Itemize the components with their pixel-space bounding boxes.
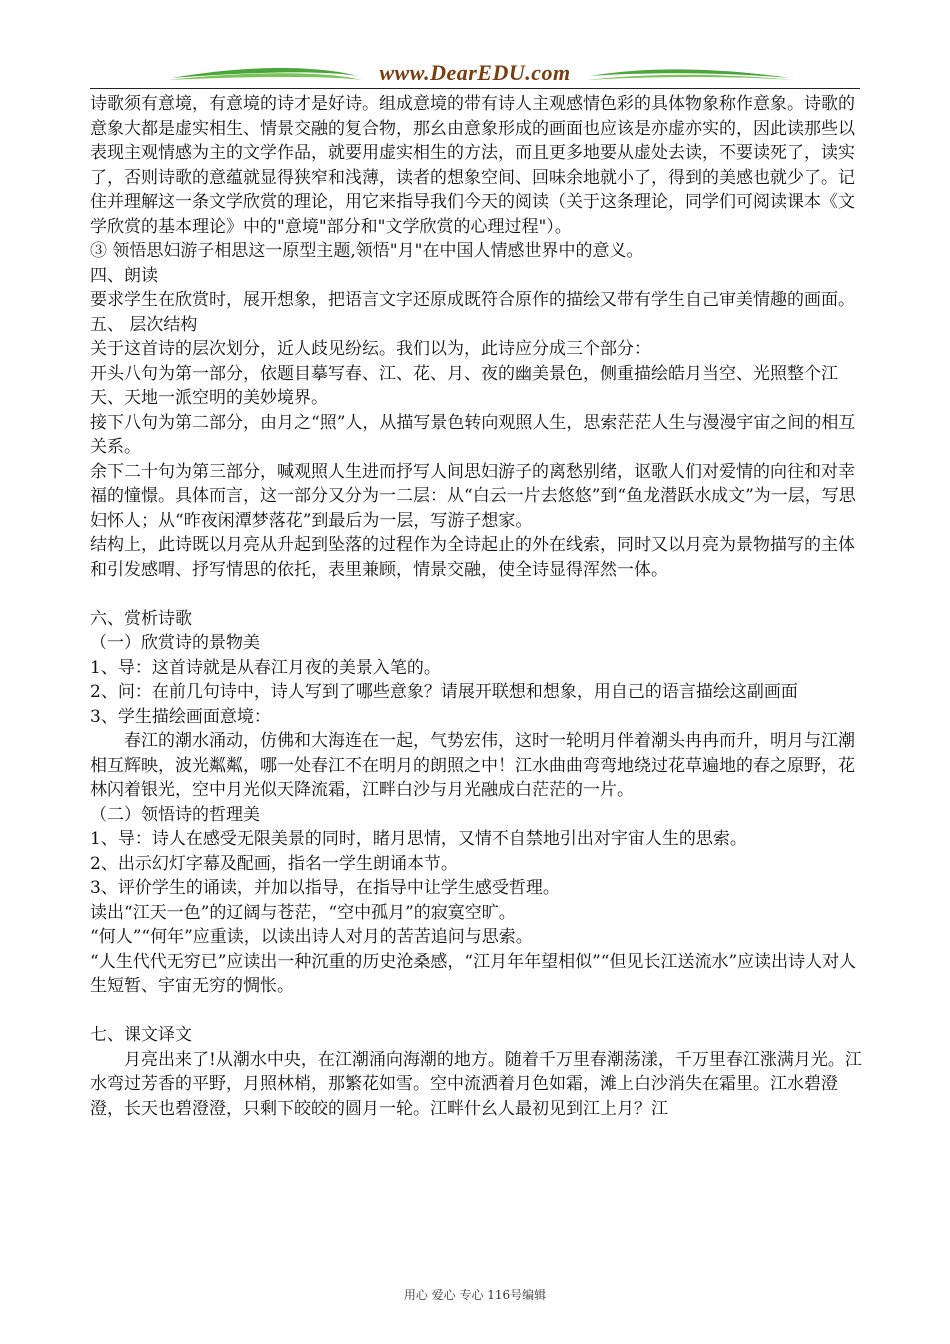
document-body bbox=[90, 92, 865, 1121]
paragraph-scene-description: 春江的潮水涌动，仿佛和大海连在一起，气势宏伟，这时一轮明月伴着潮头冉冉而升，明月与江潮相互辉映，波光粼粼，哪一处春江不在明月的朗照之中！江水曲曲弯弯地绕过花草遍地的春之原野，花林闪着银光，空中月光似天降流霜，江畔白沙与月光融成白茫茫的一片。 bbox=[90, 731, 855, 800]
spacer bbox=[90, 582, 865, 607]
paragraph-part-1: 开头八句为第一部分，依题目摹写春、江、花、月、夜的幽美景色，侧重描绘皓月当空、光照整个江天、天地一派空明的美妙境界。 bbox=[90, 363, 838, 408]
paragraph-part-3: 余下二十句为第三部分，喊观照人生进而抒写人间思妇游子的离愁别绪，讴歌人们对爱情的向往和对幸福的憧憬。具体而言，这一部分又分为一二层：从“白云一片去悠悠”到“鱼龙潜跃水成文”为一层，写思妇怀人；从“昨夜闲潭梦落花”到最后为一层，写游子想家。 bbox=[90, 461, 856, 531]
paragraph-structure-intro: 关于这首诗的层次划分，近人歧见纷纭。我们以为，此诗应分成三个部分： bbox=[90, 339, 651, 359]
list-item: 1、导：诗人在感受无限美景的同时，睹月思情，又情不自禁地引出对宇宙人生的思索。 bbox=[90, 829, 747, 849]
paragraph-langdu: 要求学生在欣赏时，展开想象，把语言文字还原成既符合原作的描绘又带有学生自己审美情趣的画面。 bbox=[90, 290, 855, 310]
site-logo[interactable]: www.DearEDU.com bbox=[379, 60, 571, 85]
subheading-scenery: （一）欣赏诗的景物美 bbox=[90, 633, 260, 653]
paragraph-reading-tip: 读出“江天一色”的辽阔与苍茫，“空中孤月”的寂寞空旷。 bbox=[90, 902, 516, 923]
list-item: 3、学生描绘画面意境： bbox=[90, 706, 271, 727]
heading-structure: 五、 层次结构 bbox=[90, 314, 198, 335]
paragraph-yijing: 诗歌须有意境，有意境的诗才是好诗。组成意境的带有诗人主观感情色彩的具体物象称作意象。诗歌的意象大都是虚实相生、情景交融的复合物，那幺由意象形成的画面也应该是亦虚亦实的，因此读那些以表现主观情感为主的文学作品，就要用虚实相生的方法，而且更多地要从虚处去读，不要读死了，读实了，否则诗歌的意蕴就显得狭窄和浅薄，读者的想象空间、回味余地就小了，得到的美感也就少了。记住并理解这一条文学欣赏的理论，用它来指导我们今天的阅读（关于这条理论，同学们可阅读课本《文学欣赏的基本理论》中的"意境"部分和"文学欣赏的心理过程"）。 bbox=[90, 94, 855, 237]
header-divider bbox=[90, 88, 860, 89]
heading-translation: 七、课文译文 bbox=[90, 1025, 192, 1045]
paragraph-reading-tip: “人生代代无穷已”应读出一种沉重的历史沧桑感，“江月年年望相似”“但见长江送流水”应读出诗人对人生短暂、宇宙无穷的惆怅。 bbox=[90, 951, 857, 996]
page-footer: 用心 爱心 专心 116号编辑 bbox=[403, 1288, 547, 1302]
heading-appreciation: 六、赏析诗歌 bbox=[90, 608, 192, 629]
paragraph-part-2: 接下八句为第二部分，由月之“照”人，从描写景色转向观照人生，思索茫茫人生与漫漫宇宙之间的相互关系。 bbox=[90, 412, 856, 457]
list-item: 1、导：这首诗就是从春江月夜的美景入笔的。 bbox=[90, 657, 441, 678]
heading-langdu: 四、朗读 bbox=[90, 265, 158, 286]
subheading-philosophy: （二）领悟诗的哲理美 bbox=[90, 804, 260, 825]
paragraph-structure-summary: 结构上，此诗既以月亮从升起到坠落的过程作为全诗起止的外在线索，同时又以月亮为景物描写的主体和引发感喟、抒写情思的依托，表里兼顾，情景交融，使全诗显得浑然一体。 bbox=[90, 535, 855, 580]
paragraph-translation: 月亮出来了!从潮水中央，在江潮涌向海潮的地方。随着千万里春潮荡漾，千万里春江涨满月光。江水弯过芳香的平野，月照林梢，那繁花如雪。空中流洒着月色如霜，滩上白沙消失在霜里。江水碧澄澄，长天也碧澄澄，只剩下皎皎的圆月一轮。江畔什幺人最初见到江上月？江 bbox=[90, 1049, 862, 1119]
list-item: 2、问：在前几句诗中，诗人写到了哪些意象？请展开联想和想象，用自己的语言描绘这副画面 bbox=[90, 682, 798, 702]
paragraph-goal-3: ③ 领悟思妇游子相思这一原型主题,领悟"月"在中国人情感世界中的意义。 bbox=[90, 241, 644, 261]
spacer bbox=[90, 999, 865, 1024]
site-header bbox=[90, 56, 860, 90]
list-item: 2、出示幻灯字幕及配画，指名一学生朗诵本节。 bbox=[90, 853, 458, 874]
list-item: 3、评价学生的诵读，并加以指导，在指导中让学生感受哲理。 bbox=[90, 878, 560, 898]
paragraph-reading-tip: “何人”“何年”应重读，以读出诗人对月的苦苦追问与思索。 bbox=[90, 927, 533, 947]
